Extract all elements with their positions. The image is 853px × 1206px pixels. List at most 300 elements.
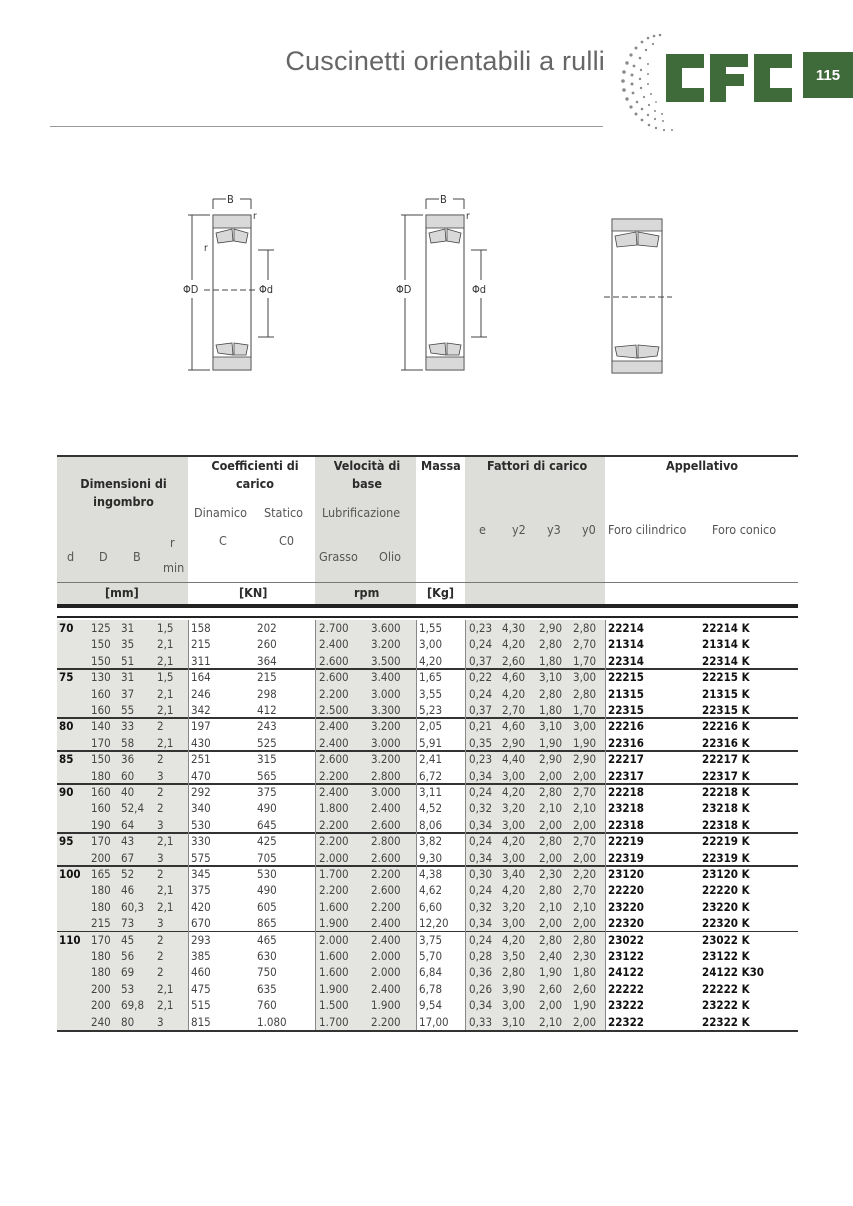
cell-mass: 4,52 xyxy=(419,801,443,816)
cell-y0: 1,70 xyxy=(573,653,597,668)
sym-C0: C0 xyxy=(279,533,295,548)
cell-foro-cilindrico: 23120 xyxy=(608,867,644,881)
table-row xyxy=(57,899,798,915)
cell-C: 460 xyxy=(191,965,211,980)
cell-mass: 3,00 xyxy=(419,637,443,652)
cell-B: 37 xyxy=(121,686,135,701)
cfc-logo xyxy=(618,28,803,138)
sym-r: r xyxy=(170,535,175,550)
cell-C: 375 xyxy=(191,883,211,898)
cell-C0: 260 xyxy=(257,637,277,652)
cell-oil: 2.200 xyxy=(371,1014,401,1029)
cell-mass: 6,72 xyxy=(419,768,443,783)
cell-y0: 2,00 xyxy=(573,768,597,783)
cell-B: 40 xyxy=(121,785,135,799)
cell-B: 73 xyxy=(121,916,135,931)
cell-D: 150 xyxy=(91,637,111,652)
cell-r: 2 xyxy=(157,949,164,963)
cell-D: 160 xyxy=(91,801,111,816)
cell-D: 200 xyxy=(91,850,111,865)
sym-B: B xyxy=(133,549,141,564)
cell-foro-cilindrico: 22315 xyxy=(608,703,644,717)
table-row xyxy=(57,800,798,816)
cell-B: 52 xyxy=(121,867,135,881)
cell-y2: 3,00 xyxy=(502,850,526,865)
cell-C: 575 xyxy=(191,850,211,865)
cell-C0: 750 xyxy=(257,965,277,980)
cell-foro-cilindrico: 22320 xyxy=(608,916,644,931)
cell-mass: 12,20 xyxy=(419,916,449,931)
cell-y0: 2,80 xyxy=(573,686,597,701)
dim-b-label: B xyxy=(227,193,234,206)
sym-y2: y2 xyxy=(512,522,526,537)
table-row xyxy=(57,653,798,669)
cell-oil: 3.200 xyxy=(371,719,401,734)
cell-D: 180 xyxy=(91,768,111,783)
cell-foro-conico: 23222 K xyxy=(702,998,750,1013)
cell-r: 3 xyxy=(157,850,164,865)
cell-D: 180 xyxy=(91,883,111,898)
cell-D: 200 xyxy=(91,998,111,1013)
cell-C0: 412 xyxy=(257,703,277,717)
cell-grease: 1.700 xyxy=(319,1014,349,1029)
unit-rpm: rpm xyxy=(354,585,380,600)
cell-C: 670 xyxy=(191,916,211,931)
cell-r: 2 xyxy=(157,965,164,980)
cell-D: 170 xyxy=(91,932,111,947)
table-row xyxy=(57,718,798,734)
cell-y0: 2,20 xyxy=(573,867,597,881)
cell-C: 292 xyxy=(191,785,211,799)
cell-B: 56 xyxy=(121,949,135,963)
cell-B: 36 xyxy=(121,752,135,767)
cell-C: 197 xyxy=(191,719,211,734)
cell-C: 515 xyxy=(191,998,211,1013)
cell-r: 3 xyxy=(157,817,164,832)
cell-C0: 605 xyxy=(257,899,277,914)
cell-foro-conico: 23122 K xyxy=(702,949,750,963)
cell-r: 2 xyxy=(157,719,164,734)
table-body xyxy=(57,620,798,1030)
cell-foro-cilindrico: 22316 xyxy=(608,735,644,750)
cell-foro-cilindrico: 21314 xyxy=(608,637,644,652)
cell-grease: 2.700 xyxy=(319,621,349,635)
cell-grease: 2.400 xyxy=(319,719,349,734)
cell-r: 2,1 xyxy=(157,998,174,1013)
title-rule xyxy=(50,126,603,127)
header-lubrificazione: Lubrificazione xyxy=(322,505,401,520)
dim-r-label: r xyxy=(466,211,470,222)
cell-mass: 4,62 xyxy=(419,883,443,898)
dim-outer-d-label: ΦD xyxy=(183,283,199,296)
cell-grease: 2.600 xyxy=(319,653,349,668)
cell-foro-cilindrico: 22220 xyxy=(608,883,644,898)
cell-C: 293 xyxy=(191,932,211,947)
table-row xyxy=(57,1014,798,1030)
cell-oil: 2.800 xyxy=(371,834,401,849)
unit-mm: [mm] xyxy=(105,585,139,600)
cell-D: 240 xyxy=(91,1014,111,1029)
cell-C: 311 xyxy=(191,653,211,668)
cell-y3: 2,00 xyxy=(539,768,563,783)
header-dinamico: Dinamico xyxy=(194,505,247,520)
cell-y3: 2,80 xyxy=(539,834,563,849)
cell-y0: 2,70 xyxy=(573,883,597,898)
table-row xyxy=(57,833,798,849)
sym-C: C xyxy=(219,533,227,548)
cell-y2: 3,20 xyxy=(502,801,526,816)
bearing-spec-table xyxy=(57,455,798,1030)
group-divider xyxy=(57,717,798,719)
cell-B: 58 xyxy=(121,735,135,750)
cell-y2: 2,80 xyxy=(502,965,526,980)
header-olio: Olio xyxy=(379,549,401,564)
cell-e: 0,22 xyxy=(469,670,493,685)
table-row xyxy=(57,784,798,800)
group-divider xyxy=(57,750,798,752)
cell-B: 55 xyxy=(121,703,135,717)
cell-grease: 1.700 xyxy=(319,867,349,881)
cell-grease: 1.500 xyxy=(319,998,349,1013)
cell-oil: 2.200 xyxy=(371,867,401,881)
cell-grease: 2.500 xyxy=(319,703,349,717)
cell-e: 0,34 xyxy=(469,998,493,1013)
cell-e: 0,21 xyxy=(469,719,493,734)
cell-mass: 6,84 xyxy=(419,965,443,980)
cell-y0: 2,10 xyxy=(573,801,597,816)
column-divider xyxy=(188,620,189,1030)
cell-y0: 2,00 xyxy=(573,817,597,832)
cell-foro-conico: 22214 K xyxy=(702,621,750,635)
cell-C: 345 xyxy=(191,867,211,881)
cell-y0: 2,00 xyxy=(573,916,597,931)
cell-foro-conico: 24122 K30 xyxy=(702,965,765,980)
cell-foro-conico: 22320 K xyxy=(702,916,750,931)
cell-y0: 2,30 xyxy=(573,949,597,963)
cell-B: 51 xyxy=(121,653,135,668)
cell-C0: 865 xyxy=(257,916,277,931)
cell-grease: 1.600 xyxy=(319,965,349,980)
cell-foro-conico: 22314 K xyxy=(702,653,750,668)
cell-d: 110 xyxy=(59,932,81,947)
cell-C: 530 xyxy=(191,817,211,832)
cell-y2: 4,20 xyxy=(502,834,526,849)
cell-e: 0,23 xyxy=(469,621,493,635)
cell-foro-cilindrico: 22318 xyxy=(608,817,644,832)
cell-oil: 2.800 xyxy=(371,768,401,783)
cell-mass: 2,05 xyxy=(419,719,443,734)
sym-e: e xyxy=(479,522,486,537)
cell-e: 0,23 xyxy=(469,752,493,767)
table-row xyxy=(57,981,798,997)
cell-y3: 2,80 xyxy=(539,686,563,701)
cell-foro-conico: 22315 K xyxy=(702,703,750,717)
cell-r: 2,1 xyxy=(157,735,174,750)
cell-r: 2,1 xyxy=(157,899,174,914)
cell-B: 52,4 xyxy=(121,801,145,816)
cell-oil: 2.400 xyxy=(371,801,401,816)
cell-y2: 3,20 xyxy=(502,899,526,914)
cell-foro-cilindrico: 23222 xyxy=(608,998,644,1013)
cell-foro-cilindrico: 22216 xyxy=(608,719,644,734)
cell-y0: 2,90 xyxy=(573,752,597,767)
cell-foro-conico: 22219 K xyxy=(702,834,750,849)
cell-y0: 1,90 xyxy=(573,735,597,750)
header-dimensions: Dimensioni di ingombro xyxy=(80,476,167,509)
cell-foro-conico: 22322 K xyxy=(702,1014,750,1029)
cell-y3: 2,40 xyxy=(539,949,563,963)
cell-foro-cilindrico: 22218 xyxy=(608,785,644,799)
table-row xyxy=(57,817,798,833)
cell-y2: 3,50 xyxy=(502,949,526,963)
column-divider xyxy=(465,620,466,1030)
cell-mass: 9,30 xyxy=(419,850,443,865)
cell-e: 0,24 xyxy=(469,883,493,898)
cell-mass: 3,11 xyxy=(419,785,443,799)
cell-oil: 3.300 xyxy=(371,703,401,717)
cell-oil: 2.000 xyxy=(371,949,401,963)
cell-oil: 2.600 xyxy=(371,817,401,832)
cell-y0: 2,70 xyxy=(573,785,597,799)
cell-oil: 3.200 xyxy=(371,752,401,767)
cell-foro-conico: 23220 K xyxy=(702,899,750,914)
table-row xyxy=(57,669,798,685)
table-row xyxy=(57,866,798,882)
cell-y0: 2,60 xyxy=(573,981,597,996)
cell-y3: 3,10 xyxy=(539,719,563,734)
cell-B: 31 xyxy=(121,670,135,685)
dot-sphere-icon xyxy=(621,34,673,131)
cell-r: 2,1 xyxy=(157,834,174,849)
bearing-section-plain xyxy=(600,215,680,380)
table-row xyxy=(57,751,798,767)
cell-C0: 243 xyxy=(257,719,277,734)
cell-B: 46 xyxy=(121,883,135,898)
cell-y2: 4,60 xyxy=(502,719,526,734)
cell-oil: 2.000 xyxy=(371,965,401,980)
cell-D: 165 xyxy=(91,867,111,881)
cell-mass: 1,65 xyxy=(419,670,443,685)
cell-grease: 1.900 xyxy=(319,981,349,996)
cell-r: 2,1 xyxy=(157,703,174,717)
header-coefficients: Coefficienti di carico xyxy=(211,458,299,491)
cell-mass: 1,55 xyxy=(419,621,443,635)
cell-grease: 2.200 xyxy=(319,817,349,832)
cell-y3: 2,00 xyxy=(539,998,563,1013)
cell-r: 2 xyxy=(157,785,164,799)
cell-foro-conico: 22215 K xyxy=(702,670,750,685)
cell-e: 0,28 xyxy=(469,949,493,963)
cell-C0: 202 xyxy=(257,621,277,635)
cell-e: 0,32 xyxy=(469,801,493,816)
cell-C0: 425 xyxy=(257,834,277,849)
cell-d: 70 xyxy=(59,621,74,635)
cell-B: 64 xyxy=(121,817,135,832)
sym-y0: y0 xyxy=(582,522,596,537)
cell-y3: 2,80 xyxy=(539,637,563,652)
header-speed: Velocità di base xyxy=(333,458,401,491)
cell-e: 0,24 xyxy=(469,834,493,849)
cell-y0: 2,80 xyxy=(573,932,597,947)
group-divider xyxy=(57,865,798,867)
cell-foro-cilindrico: 23122 xyxy=(608,949,644,963)
cell-y2: 2,90 xyxy=(502,735,526,750)
cell-B: 45 xyxy=(121,932,135,947)
cell-B: 53 xyxy=(121,981,135,996)
cell-oil: 2.600 xyxy=(371,850,401,865)
header-foro-cilindrico: Foro cilindrico xyxy=(608,522,687,537)
table-row xyxy=(57,882,798,898)
cell-oil: 2.400 xyxy=(371,932,401,947)
cell-e: 0,34 xyxy=(469,916,493,931)
cell-r: 2,1 xyxy=(157,981,174,996)
cell-foro-cilindrico: 22314 xyxy=(608,653,644,668)
cell-foro-cilindrico: 22222 xyxy=(608,981,644,996)
cell-y0: 3,00 xyxy=(573,670,597,685)
cell-e: 0,36 xyxy=(469,965,493,980)
cell-y2: 4,20 xyxy=(502,785,526,799)
cell-C0: 490 xyxy=(257,883,277,898)
cell-C: 430 xyxy=(191,735,211,750)
cell-C: 475 xyxy=(191,981,211,996)
cell-D: 180 xyxy=(91,899,111,914)
cell-foro-cilindrico: 22217 xyxy=(608,752,644,767)
cell-foro-cilindrico: 22322 xyxy=(608,1014,644,1029)
group-divider xyxy=(57,783,798,785)
bearing-section-tapered xyxy=(393,185,513,375)
cell-y3: 1,90 xyxy=(539,965,563,980)
cell-r: 2,1 xyxy=(157,686,174,701)
cell-C0: 645 xyxy=(257,817,277,832)
table-row xyxy=(57,735,798,751)
cell-y2: 3,40 xyxy=(502,867,526,881)
cell-D: 150 xyxy=(91,653,111,668)
cell-y2: 3,90 xyxy=(502,981,526,996)
cell-y3: 3,10 xyxy=(539,670,563,685)
cell-y0: 2,70 xyxy=(573,637,597,652)
cell-foro-cilindrico: 23218 xyxy=(608,801,644,816)
cell-foro-cilindrico: 22215 xyxy=(608,670,644,685)
cell-y2: 3,10 xyxy=(502,1014,526,1029)
cell-D: 130 xyxy=(91,670,111,685)
cell-y0: 2,00 xyxy=(573,1014,597,1029)
cell-mass: 6,78 xyxy=(419,981,443,996)
cell-oil: 1.900 xyxy=(371,998,401,1013)
header-grasso: Grasso xyxy=(319,549,358,564)
cell-D: 160 xyxy=(91,686,111,701)
unit-kn: [KN] xyxy=(239,585,268,600)
cell-r: 2,1 xyxy=(157,653,174,668)
page-title: Cuscinetti orientabili a rulli xyxy=(285,46,605,76)
cell-C: 215 xyxy=(191,637,211,652)
cell-grease: 2.600 xyxy=(319,752,349,767)
group-divider xyxy=(57,931,798,933)
cell-d: 95 xyxy=(59,834,74,849)
cell-foro-conico: 22319 K xyxy=(702,850,750,865)
cell-grease: 2.200 xyxy=(319,768,349,783)
cell-C: 340 xyxy=(191,801,211,816)
cell-mass: 6,60 xyxy=(419,899,443,914)
cell-C0: 375 xyxy=(257,785,277,799)
cell-D: 170 xyxy=(91,834,111,849)
cell-y0: 3,00 xyxy=(573,719,597,734)
group-divider xyxy=(57,668,798,670)
cell-y0: 1,80 xyxy=(573,965,597,980)
header-foro-conico: Foro conico xyxy=(712,522,777,537)
cell-y2: 3,00 xyxy=(502,768,526,783)
cell-y3: 2,60 xyxy=(539,981,563,996)
table-bottom-rule xyxy=(57,1030,798,1032)
table-row xyxy=(57,768,798,784)
cell-y2: 2,70 xyxy=(502,703,526,717)
cell-d: 85 xyxy=(59,752,74,767)
cell-grease: 2.000 xyxy=(319,932,349,947)
cell-y3: 2,90 xyxy=(539,621,563,635)
column-divider xyxy=(605,620,606,1030)
cell-C: 815 xyxy=(191,1014,211,1029)
cell-B: 69,8 xyxy=(121,998,145,1013)
cell-y2: 2,60 xyxy=(502,653,526,668)
cell-D: 215 xyxy=(91,916,111,931)
table-row xyxy=(57,948,798,964)
cell-y3: 1,80 xyxy=(539,653,563,668)
cell-C0: 525 xyxy=(257,735,277,750)
cell-e: 0,37 xyxy=(469,703,493,717)
cell-mass: 3,55 xyxy=(419,686,443,701)
cell-B: 69 xyxy=(121,965,135,980)
cell-D: 180 xyxy=(91,965,111,980)
sym-d: d xyxy=(67,549,75,564)
cell-grease: 2.000 xyxy=(319,850,349,865)
cell-oil: 3.000 xyxy=(371,785,401,799)
cell-e: 0,33 xyxy=(469,1014,493,1029)
cell-y3: 2,80 xyxy=(539,785,563,799)
page-number-badge: 115 xyxy=(803,52,853,98)
cell-r: 1,5 xyxy=(157,621,174,635)
cell-C: 470 xyxy=(191,768,211,783)
cell-mass: 5,70 xyxy=(419,949,443,963)
cell-foro-cilindrico: 23220 xyxy=(608,899,644,914)
table-row xyxy=(57,850,798,866)
cell-e: 0,24 xyxy=(469,637,493,652)
cell-C: 420 xyxy=(191,899,211,914)
cell-grease: 2.200 xyxy=(319,834,349,849)
column-divider xyxy=(315,620,316,1030)
cell-C0: 215 xyxy=(257,670,277,685)
group-divider xyxy=(57,832,798,834)
cell-foro-conico: 22318 K xyxy=(702,817,750,832)
table-row xyxy=(57,702,798,718)
table-row xyxy=(57,686,798,702)
cell-y3: 2,90 xyxy=(539,752,563,767)
table-row xyxy=(57,620,798,636)
cfc-letters xyxy=(666,54,792,102)
column-divider xyxy=(416,620,417,1030)
cell-foro-conico: 23022 K xyxy=(702,932,750,947)
cell-foro-cilindrico: 23022 xyxy=(608,932,644,947)
cell-r: 2 xyxy=(157,867,164,881)
cell-d: 75 xyxy=(59,670,74,685)
cell-mass: 8,06 xyxy=(419,817,443,832)
cell-D: 140 xyxy=(91,719,111,734)
cell-oil: 3.000 xyxy=(371,686,401,701)
cell-y2: 4,60 xyxy=(502,670,526,685)
cell-foro-cilindrico: 22214 xyxy=(608,621,644,635)
cell-y0: 1,90 xyxy=(573,998,597,1013)
cell-B: 43 xyxy=(121,834,135,849)
header-designation: Appellativo xyxy=(666,458,739,473)
cell-r: 2,1 xyxy=(157,637,174,652)
